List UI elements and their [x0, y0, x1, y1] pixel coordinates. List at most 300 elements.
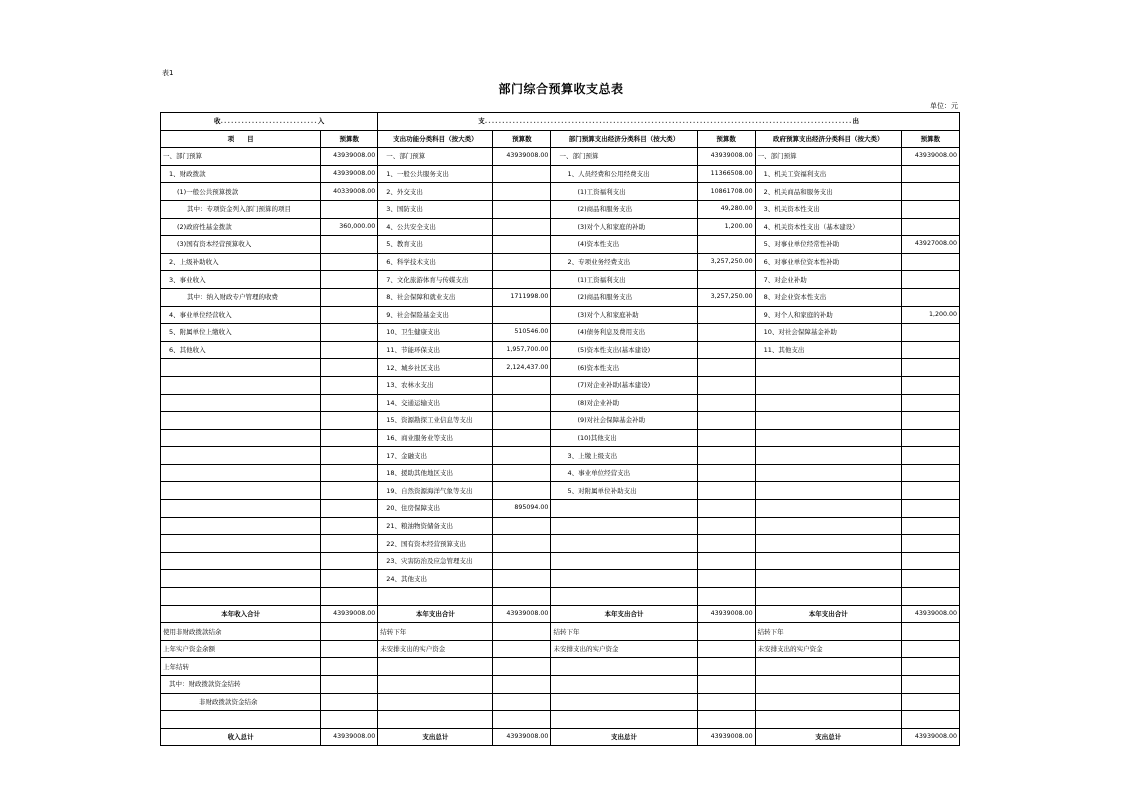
total-label-cell: 收入总计 — [161, 728, 321, 746]
functional-value-cell: 895094.00 — [493, 500, 551, 518]
gov-economic-item-cell: 6、对事业单位资本性补助 — [755, 253, 901, 271]
gov-economic-value-cell — [901, 200, 959, 218]
income-value-cell: 360,000.00 — [321, 218, 378, 236]
carry-row — [161, 640, 960, 658]
carry-value-cell — [321, 640, 378, 658]
gov-economic-value-cell — [901, 376, 959, 394]
functional-item-cell: 12、城乡社区支出 — [378, 359, 493, 377]
dept-economic-value-cell — [697, 306, 755, 324]
gov-economic-item-cell: 11、其他支出 — [755, 341, 901, 359]
income-value-cell — [321, 306, 378, 324]
gov-economic-item-cell — [755, 482, 901, 500]
table-row — [161, 500, 960, 518]
carry-item-cell — [755, 676, 901, 694]
functional-value-cell — [493, 236, 551, 254]
dept-economic-item-cell — [551, 570, 697, 588]
gov-economic-item-cell — [755, 500, 901, 518]
carry-item-cell: 结转下年 — [378, 623, 493, 641]
carry-item-cell — [755, 711, 901, 729]
functional-item-cell: 14、交通运输支出 — [378, 394, 493, 412]
gov-economic-value-cell — [901, 394, 959, 412]
functional-item-cell: 18、援助其他地区支出 — [378, 464, 493, 482]
gov-economic-value-cell — [901, 412, 959, 430]
dept-economic-item-cell: (3)对个人和家庭补助 — [551, 306, 697, 324]
carry-value-cell — [321, 711, 378, 729]
carry-row — [161, 711, 960, 729]
table-row — [161, 429, 960, 447]
dept-economic-item-cell — [551, 500, 697, 518]
gov-economic-item-cell: 2、机关商品和服务支出 — [755, 183, 901, 201]
functional-value-cell — [493, 429, 551, 447]
functional-item-cell: 一、部门预算 — [378, 148, 493, 166]
gov-economic-value-cell — [901, 570, 959, 588]
carry-value-cell — [493, 711, 551, 729]
dept-economic-item-cell: (6)资本性支出 — [551, 359, 697, 377]
functional-item-cell: 16、商业服务业等支出 — [378, 429, 493, 447]
table-row — [161, 183, 960, 201]
income-value-cell — [321, 464, 378, 482]
functional-value-cell — [493, 482, 551, 500]
functional-item-cell: 15、资源勘探工业信息等支出 — [378, 412, 493, 430]
carry-value-cell — [321, 658, 378, 676]
income-item-cell — [161, 482, 321, 500]
table-row — [161, 570, 960, 588]
functional-item-cell: 20、住房保障支出 — [378, 500, 493, 518]
grand-total-row — [161, 728, 960, 746]
functional-item-cell: 4、公共安全支出 — [378, 218, 493, 236]
dept-economic-item-cell — [551, 517, 697, 535]
table-row — [161, 253, 960, 271]
carry-item-cell: 结转下年 — [551, 623, 697, 641]
gov-economic-value-cell — [901, 552, 959, 570]
income-value-cell — [321, 200, 378, 218]
table-row — [161, 236, 960, 254]
carry-value-cell — [697, 640, 755, 658]
year-total-row — [161, 605, 960, 623]
carry-value-cell — [493, 658, 551, 676]
functional-value-cell — [493, 394, 551, 412]
carry-item-cell — [378, 711, 493, 729]
functional-item-cell: 23、灾害防治及应急管理支出 — [378, 552, 493, 570]
functional-value-cell — [493, 464, 551, 482]
dept-economic-item-cell: (1)工资福利支出 — [551, 183, 697, 201]
carry-item-cell: 未安排支出的实户资金 — [378, 640, 493, 658]
income-item-cell: 4、事业单位经营收入 — [161, 306, 321, 324]
functional-value-cell — [493, 447, 551, 465]
functional-value-cell: 1,957,700.00 — [493, 341, 551, 359]
functional-item-cell: 1、一般公共服务支出 — [378, 165, 493, 183]
income-item-cell — [161, 394, 321, 412]
gov-economic-value-cell — [901, 183, 959, 201]
carry-item-cell — [755, 693, 901, 711]
gov-economic-value-cell — [901, 429, 959, 447]
carry-item-cell — [161, 711, 321, 729]
total-label-cell: 支出总计 — [378, 728, 493, 746]
gov-economic-value-cell — [901, 288, 959, 306]
dept-economic-value-cell — [697, 324, 755, 342]
income-item-cell: 其中：纳入财政专户管理的收费 — [161, 288, 321, 306]
gov-economic-item-cell: 一、部门预算 — [755, 148, 901, 166]
unit-label: 单位：元 — [930, 102, 958, 110]
dept-economic-value-cell — [697, 376, 755, 394]
table-row — [161, 306, 960, 324]
budget-summary-table — [160, 112, 960, 746]
functional-item-cell: 7、文化旅游体育与传媒支出 — [378, 271, 493, 289]
column-header: 预算数 — [493, 130, 551, 148]
income-item-cell — [161, 429, 321, 447]
functional-value-cell: 2,124,437.00 — [493, 359, 551, 377]
functional-item-cell: 8、社会保障和就业支出 — [378, 288, 493, 306]
income-item-cell: 2、上级补助收入 — [161, 253, 321, 271]
gov-economic-item-cell: 3、机关资本性支出 — [755, 200, 901, 218]
functional-item-cell: 3、国防支出 — [378, 200, 493, 218]
carry-row — [161, 676, 960, 694]
carry-item-cell: 未安排支出的实户资金 — [755, 640, 901, 658]
gov-economic-item-cell — [755, 447, 901, 465]
gov-economic-item-cell: 5、对事业单位经常性补助 — [755, 236, 901, 254]
table-row — [161, 376, 960, 394]
total-value-cell: 43939008.00 — [493, 605, 551, 623]
income-value-cell — [321, 412, 378, 430]
income-value-cell — [321, 359, 378, 377]
table-row — [161, 535, 960, 553]
table-row — [161, 412, 960, 430]
dept-economic-value-cell — [697, 394, 755, 412]
dept-economic-item-cell: (3)对个人和家庭的补助 — [551, 218, 697, 236]
income-value-cell — [321, 570, 378, 588]
dept-economic-item-cell: (10)其他支出 — [551, 429, 697, 447]
total-label-cell: 本年支出合计 — [551, 605, 697, 623]
column-header-row — [161, 130, 960, 148]
dept-economic-item-cell: 4、事业单位经营支出 — [551, 464, 697, 482]
column-header: 预算数 — [901, 130, 959, 148]
income-value-cell — [321, 535, 378, 553]
gov-economic-value-cell: 43939008.00 — [901, 148, 959, 166]
functional-value-cell — [493, 306, 551, 324]
gov-economic-item-cell — [755, 535, 901, 553]
carry-value-cell — [493, 676, 551, 694]
gov-economic-item-cell — [755, 570, 901, 588]
table-row — [161, 218, 960, 236]
dept-economic-value-cell — [697, 552, 755, 570]
carry-item-cell: 其中：财政拨款资金结转 — [161, 676, 321, 694]
dept-economic-item-cell: (4)债务利息及费用支出 — [551, 324, 697, 342]
dept-economic-item-cell: 一、部门预算 — [551, 148, 697, 166]
dept-economic-value-cell: 10861708.00 — [697, 183, 755, 201]
income-item-cell — [161, 535, 321, 553]
dept-economic-item-cell: 2、专项业务经费支出 — [551, 253, 697, 271]
table-row — [161, 165, 960, 183]
functional-value-cell — [493, 165, 551, 183]
column-header: 项 目 — [161, 130, 321, 148]
page-title: 部门综合预算收支总表 — [498, 82, 624, 96]
gov-economic-item-cell: 1、机关工资福利支出 — [755, 165, 901, 183]
functional-value-cell — [493, 200, 551, 218]
income-item-cell — [161, 517, 321, 535]
functional-value-cell: 510546.00 — [493, 324, 551, 342]
income-value-cell — [321, 288, 378, 306]
dept-economic-value-cell: 1,200.00 — [697, 218, 755, 236]
dept-economic-item-cell: 1、人员经费和公用经费支出 — [551, 165, 697, 183]
dept-economic-value-cell: 11366508.00 — [697, 165, 755, 183]
gov-economic-value-cell — [901, 500, 959, 518]
functional-value-cell — [493, 271, 551, 289]
carry-item-cell: 非财政拨款资金结余 — [161, 693, 321, 711]
functional-item-cell: 11、节能环保支出 — [378, 341, 493, 359]
total-value-cell: 43939008.00 — [321, 728, 378, 746]
dept-economic-value-cell: 3,257,250.00 — [697, 288, 755, 306]
carry-value-cell — [901, 693, 959, 711]
carry-item-cell: 结转下年 — [755, 623, 901, 641]
table-row — [161, 271, 960, 289]
income-item-cell: 其中：专项资金列入部门预算的项目 — [161, 200, 321, 218]
gov-economic-value-cell — [901, 517, 959, 535]
income-value-cell: 40339008.00 — [321, 183, 378, 201]
income-item-cell: 3、事业收入 — [161, 271, 321, 289]
gov-economic-item-cell — [755, 429, 901, 447]
dept-economic-value-cell — [697, 359, 755, 377]
carry-value-cell — [321, 623, 378, 641]
carry-value-cell — [321, 676, 378, 694]
carry-value-cell — [901, 658, 959, 676]
dept-economic-item-cell: 3、上缴上级支出 — [551, 447, 697, 465]
income-value-cell — [321, 394, 378, 412]
table-row — [161, 447, 960, 465]
carry-value-cell — [493, 623, 551, 641]
income-value-cell — [321, 429, 378, 447]
dept-economic-item-cell — [551, 588, 697, 606]
gov-economic-item-cell — [755, 359, 901, 377]
functional-value-cell — [493, 376, 551, 394]
gov-economic-value-cell: 43927008.00 — [901, 236, 959, 254]
dept-economic-value-cell — [697, 447, 755, 465]
carry-value-cell — [493, 693, 551, 711]
section-header-row — [161, 113, 960, 131]
dept-economic-value-cell — [697, 517, 755, 535]
income-item-cell: (1)一般公共预算拨款 — [161, 183, 321, 201]
table-row — [161, 359, 960, 377]
carry-item-cell: 未安排支出的实户资金 — [551, 640, 697, 658]
table-row — [161, 588, 960, 606]
carry-value-cell — [493, 640, 551, 658]
carry-item-cell: 上年实户资金余额 — [161, 640, 321, 658]
carry-item-cell — [551, 676, 697, 694]
functional-value-cell — [493, 570, 551, 588]
table-row — [161, 464, 960, 482]
carry-value-cell — [321, 693, 378, 711]
income-item-cell — [161, 359, 321, 377]
functional-item-cell: 2、外交支出 — [378, 183, 493, 201]
gov-economic-item-cell — [755, 588, 901, 606]
dept-economic-value-cell — [697, 588, 755, 606]
table-row — [161, 288, 960, 306]
functional-item-cell: 5、教育支出 — [378, 236, 493, 254]
income-value-cell: 43939008.00 — [321, 148, 378, 166]
functional-value-cell — [493, 552, 551, 570]
dept-economic-value-cell — [697, 535, 755, 553]
gov-economic-value-cell — [901, 253, 959, 271]
income-item-cell — [161, 570, 321, 588]
income-value-cell — [321, 236, 378, 254]
income-value-cell — [321, 253, 378, 271]
dept-economic-value-cell — [697, 236, 755, 254]
carry-row — [161, 693, 960, 711]
income-item-cell: 6、其他收入 — [161, 341, 321, 359]
functional-item-cell: 6、科学技术支出 — [378, 253, 493, 271]
income-value-cell: 43939008.00 — [321, 165, 378, 183]
dept-economic-value-cell — [697, 500, 755, 518]
dept-economic-value-cell — [697, 341, 755, 359]
carry-value-cell — [697, 676, 755, 694]
gov-economic-item-cell: 4、机关资本性支出（基本建设） — [755, 218, 901, 236]
carry-item-cell — [755, 658, 901, 676]
gov-economic-item-cell — [755, 464, 901, 482]
gov-economic-value-cell — [901, 447, 959, 465]
gov-economic-value-cell — [901, 482, 959, 500]
dept-economic-item-cell — [551, 535, 697, 553]
gov-economic-value-cell — [901, 464, 959, 482]
income-section-header: 收............................入 — [161, 113, 378, 131]
carry-item-cell — [551, 693, 697, 711]
functional-item-cell — [378, 588, 493, 606]
table-label: 表1 — [162, 69, 174, 77]
dept-economic-value-cell: 3,257,250.00 — [697, 253, 755, 271]
gov-economic-item-cell — [755, 376, 901, 394]
gov-economic-item-cell — [755, 552, 901, 570]
carry-value-cell — [697, 623, 755, 641]
functional-item-cell: 17、金融支出 — [378, 447, 493, 465]
carry-value-cell — [901, 676, 959, 694]
total-value-cell: 43939008.00 — [493, 728, 551, 746]
total-label-cell: 支出总计 — [551, 728, 697, 746]
gov-economic-value-cell — [901, 535, 959, 553]
gov-economic-value-cell — [901, 341, 959, 359]
expense-section-header: 支..........................................................................................................出 — [378, 113, 960, 131]
gov-economic-item-cell: 7、对企业补助 — [755, 271, 901, 289]
carry-value-cell — [697, 711, 755, 729]
functional-value-cell — [493, 183, 551, 201]
gov-economic-value-cell — [901, 165, 959, 183]
total-value-cell: 43939008.00 — [697, 605, 755, 623]
total-value-cell: 43939008.00 — [901, 605, 959, 623]
income-item-cell — [161, 588, 321, 606]
dept-economic-item-cell: (9)对社会保障基金补助 — [551, 412, 697, 430]
column-header: 政府预算支出经济分类科目（按大类） — [755, 130, 901, 148]
income-item-cell — [161, 447, 321, 465]
income-value-cell — [321, 552, 378, 570]
column-header: 预算数 — [321, 130, 378, 148]
dept-economic-value-cell — [697, 271, 755, 289]
carry-item-cell: 上年结转 — [161, 658, 321, 676]
functional-item-cell: 19、自然资源海洋气象等支出 — [378, 482, 493, 500]
functional-value-cell — [493, 218, 551, 236]
functional-value-cell — [493, 517, 551, 535]
income-item-cell — [161, 464, 321, 482]
income-value-cell — [321, 376, 378, 394]
dept-economic-item-cell: (2)商品和服务支出 — [551, 200, 697, 218]
carry-item-cell — [378, 693, 493, 711]
gov-economic-item-cell: 10、对社会保障基金补助 — [755, 324, 901, 342]
total-value-cell: 43939008.00 — [901, 728, 959, 746]
income-value-cell — [321, 500, 378, 518]
dept-economic-value-cell: 49,280.00 — [697, 200, 755, 218]
carry-item-cell — [551, 711, 697, 729]
table-row — [161, 341, 960, 359]
total-label-cell: 本年收入合计 — [161, 605, 321, 623]
gov-economic-value-cell — [901, 588, 959, 606]
gov-economic-value-cell — [901, 218, 959, 236]
functional-value-cell: 43939008.00 — [493, 148, 551, 166]
carry-value-cell — [901, 711, 959, 729]
functional-item-cell: 10、卫生健康支出 — [378, 324, 493, 342]
table-row — [161, 200, 960, 218]
carry-value-cell — [697, 693, 755, 711]
table-row — [161, 148, 960, 166]
gov-economic-value-cell — [901, 271, 959, 289]
functional-value-cell — [493, 535, 551, 553]
functional-item-cell: 9、社会保险基金支出 — [378, 306, 493, 324]
carry-row — [161, 658, 960, 676]
total-label-cell: 支出总计 — [755, 728, 901, 746]
total-label-cell: 本年支出合计 — [755, 605, 901, 623]
dept-economic-value-cell — [697, 464, 755, 482]
income-value-cell — [321, 588, 378, 606]
income-item-cell: 1、财政拨款 — [161, 165, 321, 183]
functional-value-cell — [493, 253, 551, 271]
income-value-cell — [321, 324, 378, 342]
dept-economic-item-cell: (5)资本性支出(基本建设) — [551, 341, 697, 359]
gov-economic-value-cell: 1,200.00 — [901, 306, 959, 324]
table-row — [161, 517, 960, 535]
gov-economic-item-cell — [755, 517, 901, 535]
total-value-cell: 43939008.00 — [321, 605, 378, 623]
carry-value-cell — [901, 623, 959, 641]
column-header: 支出功能分类科目（按大类） — [378, 130, 493, 148]
gov-economic-value-cell — [901, 324, 959, 342]
carry-value-cell — [697, 658, 755, 676]
carry-item-cell — [378, 658, 493, 676]
table-row — [161, 394, 960, 412]
dept-economic-item-cell: 5、对附属单位补助支出 — [551, 482, 697, 500]
income-value-cell — [321, 447, 378, 465]
dept-economic-item-cell: (7)对企业补助(基本建设) — [551, 376, 697, 394]
column-header: 预算数 — [697, 130, 755, 148]
income-value-cell — [321, 517, 378, 535]
income-item-cell: 一、部门预算 — [161, 148, 321, 166]
income-item-cell: (2)政府性基金拨款 — [161, 218, 321, 236]
dept-economic-value-cell: 43939008.00 — [697, 148, 755, 166]
gov-economic-item-cell — [755, 412, 901, 430]
dept-economic-item-cell: (8)对企业补助 — [551, 394, 697, 412]
dept-economic-item-cell — [551, 552, 697, 570]
functional-item-cell: 22、国有资本经营预算支出 — [378, 535, 493, 553]
table-row — [161, 324, 960, 342]
dept-economic-value-cell — [697, 482, 755, 500]
carry-item-cell — [551, 658, 697, 676]
gov-economic-item-cell: 9、对个人和家庭的补助 — [755, 306, 901, 324]
carry-value-cell — [901, 640, 959, 658]
gov-economic-item-cell: 8、对企业资本性支出 — [755, 288, 901, 306]
income-item-cell — [161, 552, 321, 570]
dept-economic-item-cell: (2)商品和服务支出 — [551, 288, 697, 306]
functional-value-cell — [493, 588, 551, 606]
functional-item-cell: 13、农林水支出 — [378, 376, 493, 394]
dept-economic-item-cell: (4)资本性支出 — [551, 236, 697, 254]
functional-item-cell: 21、粮油物资储备支出 — [378, 517, 493, 535]
table-row — [161, 482, 960, 500]
income-item-cell: (3)国有资本经营预算收入 — [161, 236, 321, 254]
income-item-cell: 5、附属单位上缴收入 — [161, 324, 321, 342]
